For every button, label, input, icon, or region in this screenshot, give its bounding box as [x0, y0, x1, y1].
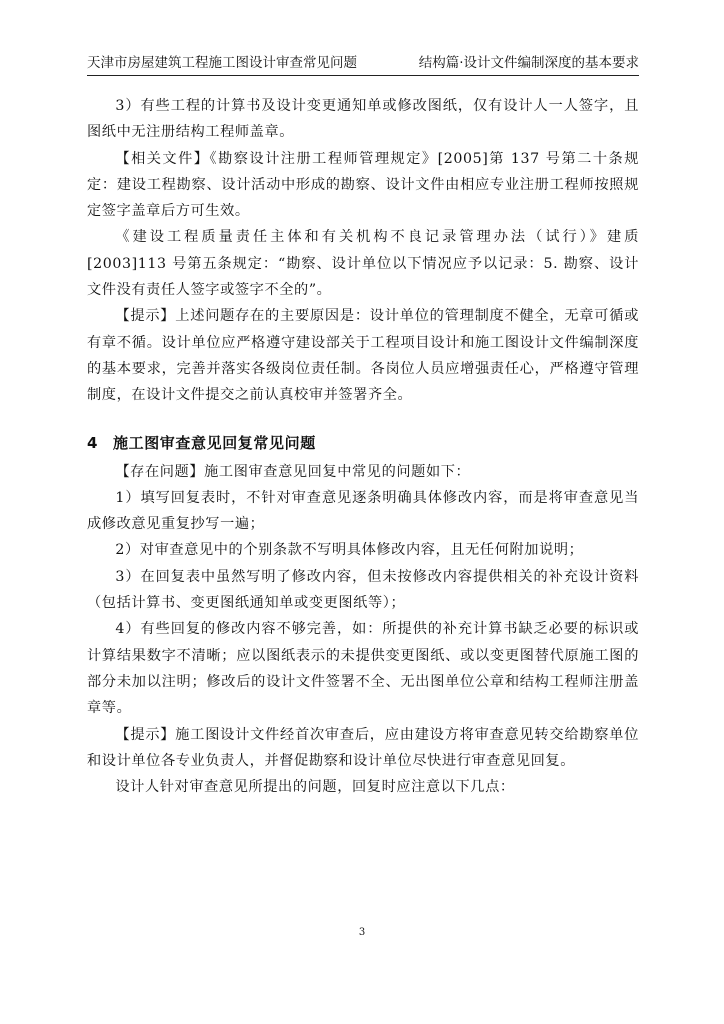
paragraph-problem-1: 1）填写回复表时，不针对审查意见逐条明确具体修改内容，而是将审查意见当成修改意见重复抄写一遍；	[87, 489, 639, 533]
page-number: 3	[358, 927, 366, 938]
paragraph-tip-2	[87, 722, 639, 775]
paragraph-existing-problems	[87, 459, 639, 485]
tip-tag: 【提示】	[115, 308, 176, 325]
existing-problems-text: 施工图审查意见回复中常见的问题如下：	[204, 463, 471, 480]
header-divider	[87, 75, 639, 76]
paragraph-problem-4: 4）有些回复的修改内容不够完善，如：所提供的补充计算书缺乏必要的标识或计算结果数字不清晰；应以图纸表示的未提供变更图纸、或以变更图替代原施工图的部分未加以注明；修改后的设计文件签署不全、无出图单位公章和结构工程师注册盖章等。	[87, 621, 639, 717]
page-header	[87, 52, 639, 74]
paragraph-tip-1	[87, 303, 639, 408]
existing-problems-tag: 【存在问题】	[115, 463, 205, 480]
tip-text: 上述问题存在的主要原因是：设计单位的管理制度不健全，无章可循或有章不循。设计单位应严格遵守建设部关于工程项目设计和施工图设计文件编制深度的基本要求，完善并落实各级岗位责任制。各岗位人员应增强责任心，严格遵守管理制度，在设计文件提交之前认真校审并签署齐全。	[87, 308, 640, 404]
paragraph-problem-3: 3）在回复表中虽然写明了修改内容，但未按修改内容提供相关的补充设计资料（包括计算书、变更图纸通知单或变更图纸等）；	[87, 568, 639, 612]
section-title: 施工图审查意见回复常见问题	[113, 433, 316, 452]
related-documents-tag: 【相关文件】	[115, 150, 210, 167]
header-section-title: 结构篇·设计文件编制深度的基本要求	[418, 55, 639, 71]
section-number: 4	[87, 433, 99, 452]
header-document-title: 天津市房屋建筑工程施工图设计审查常见问题	[87, 55, 357, 71]
paragraph-item-3: 3）有些工程的计算书及设计变更通知单或修改图纸，仅有设计人一人签字，且图纸中无注册结构工程师盖章。	[87, 98, 639, 141]
paragraph-problem-2: 2）对审查意见中的个别条款不写明具体修改内容，且无任何附加说明；	[115, 542, 584, 559]
paragraph-reply-notes: 设计人针对审查意见所提出的问题，回复时应注意以下几点：	[115, 779, 515, 796]
page-body	[87, 93, 639, 800]
tip-tag-2: 【提示】	[115, 726, 176, 743]
paragraph-related-documents	[87, 146, 639, 225]
section-heading	[87, 427, 639, 459]
paragraph-regulation-quote: 《建设工程质量责任主体和有关机构不良记录管理办法（试行）》建质[2003]113 号第五条规定：“勘察、设计单位以下情况应予以记录：5. 勘察、设计文件没有责任人签字或签字不全的”。	[87, 229, 639, 299]
related-documents-text: 《勘察设计注册工程师管理规定》[2005]第 137 号第二十条规定：建设工程勘察、设计活动中形成的勘察、设计文件由相应专业注册工程师按照规定签字盖章后方可生效。	[87, 150, 639, 220]
tip-text-2: 施工图设计文件经首次审查后，应由建设方将审查意见转交给勘察单位和设计单位各专业负责人，并督促勘察和设计单位尽快进行审查意见回复。	[87, 726, 640, 769]
